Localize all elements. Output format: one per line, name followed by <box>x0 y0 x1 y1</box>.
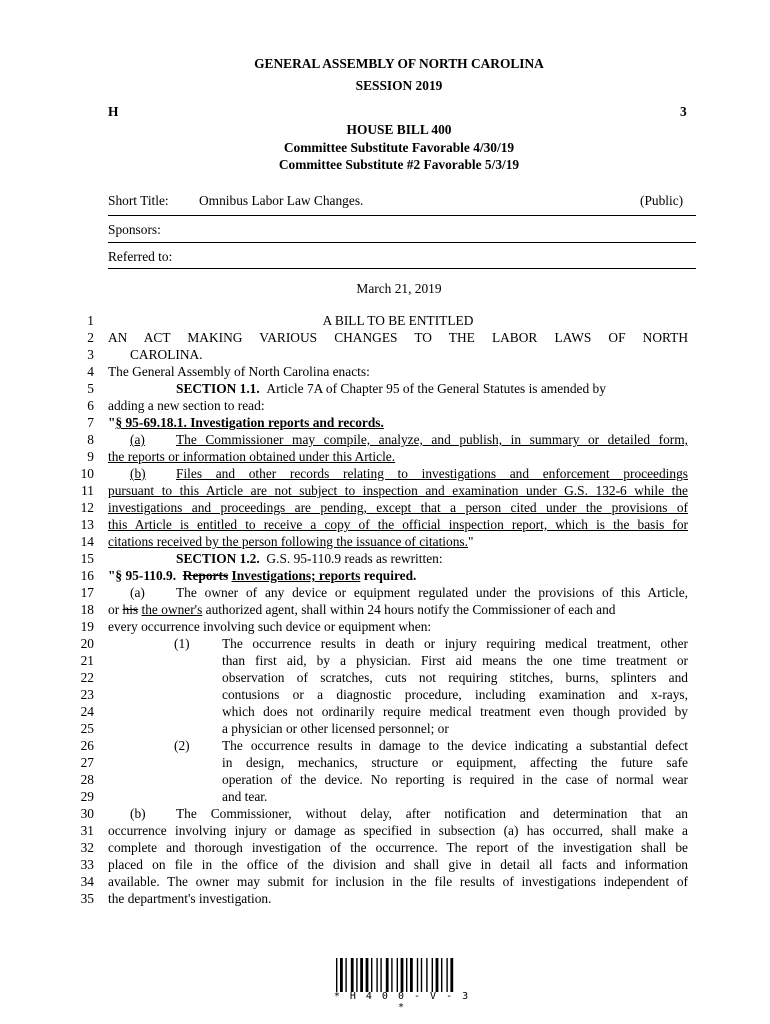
barcode-bar <box>351 958 354 992</box>
line-number: 34 <box>80 874 94 889</box>
line-number: 18 <box>80 602 94 617</box>
divider <box>108 242 696 243</box>
barcode-bar <box>436 958 439 992</box>
line-number: 20 <box>80 636 94 651</box>
text-line <box>108 499 688 516</box>
line-number: 1 <box>87 313 94 328</box>
line-number: 19 <box>80 619 94 634</box>
text-run: or <box>108 602 120 617</box>
barcode-bar <box>421 958 422 992</box>
text-run: Article 7A of Chapter 95 of the General Statutes is amended by <box>266 381 606 396</box>
text-line: than first aid, by a physician. First aid means the one time treatment or <box>222 653 688 668</box>
barcode-bar <box>345 958 346 992</box>
text-line: a physician or other licensed personnel; or <box>222 721 449 736</box>
deleted-text: his <box>122 602 139 617</box>
text-line: The General Assembly of North Carolina enacts: <box>108 364 370 379</box>
line-number: 35 <box>80 891 94 906</box>
divider <box>108 268 696 269</box>
bill-entitled-heading: A BILL TO BE ENTITLED <box>322 313 474 328</box>
line-number: 24 <box>80 704 94 719</box>
quote-mark: " <box>467 534 474 549</box>
line-number: 26 <box>80 738 94 753</box>
text-line: and tear. <box>222 789 268 804</box>
referred-label: Referred to: <box>108 249 173 264</box>
line-number: 13 <box>80 517 94 532</box>
quote-mark: " <box>108 415 116 430</box>
line-number: 32 <box>80 840 94 855</box>
barcode-bar <box>366 958 369 992</box>
list-marker: (1) <box>174 636 190 651</box>
line-number: 22 <box>80 670 94 685</box>
text-line: observation of scratches, cuts not requiring stitches, burns, splinters and <box>222 670 688 685</box>
barcode-bar <box>446 958 447 992</box>
text-line: The owner of any device or equipment regulated under the provisions of this Article, <box>176 585 688 600</box>
line-number: 14 <box>80 534 94 549</box>
text-line <box>176 431 688 448</box>
text-line: (b) <box>130 806 146 821</box>
text-line: adding a new section to read: <box>108 398 265 413</box>
text-line: complete and thorough investigation of the occurrence. The report of the investigation shall be <box>108 840 688 855</box>
line-number: 21 <box>80 653 94 668</box>
date: March 21, 2019 <box>356 281 442 296</box>
line-number: 2 <box>87 330 94 345</box>
text-line <box>176 380 688 397</box>
line-number: 15 <box>80 551 94 566</box>
text-line: The occurrence results in damage to the device indicating a substantial defect <box>222 738 688 753</box>
line-number: 9 <box>87 449 94 464</box>
barcode-bar <box>360 958 363 992</box>
line-number: 7 <box>87 415 94 430</box>
text-line <box>176 465 688 482</box>
text-line <box>176 550 688 567</box>
inserted-text: (a) <box>130 432 145 447</box>
text-run: G.S. 95-110.9 reads as rewritten: <box>266 551 443 566</box>
version-number: 3 <box>680 104 687 119</box>
barcode-label: * H 4 0 0 - V - 3 * <box>333 991 471 1013</box>
barcode-bar <box>406 958 407 992</box>
public-label: (Public) <box>640 193 684 208</box>
sponsors-label: Sponsors: <box>108 222 161 237</box>
chamber-letter: H <box>108 104 119 119</box>
line-number: 12 <box>80 500 94 515</box>
barcode-bar <box>356 958 357 992</box>
text-line: in design, mechanics, structure or equipment, affecting the future safe <box>222 755 688 770</box>
list-marker: (2) <box>174 738 190 753</box>
line-number: 10 <box>80 466 94 481</box>
text-line: (a) <box>130 585 145 600</box>
text-line: every occurrence involving such device or equipment when: <box>108 619 432 634</box>
barcode-bar <box>371 958 372 992</box>
deleted-text: Reports <box>182 568 229 583</box>
inserted-text: the owner's <box>141 602 203 617</box>
line-number: 11 <box>81 483 94 498</box>
line-number: 25 <box>80 721 94 736</box>
barcode-bar <box>417 958 418 992</box>
text-line <box>108 533 688 550</box>
barcode-bar <box>432 958 433 992</box>
statute-number: "§ 95-110.9. <box>108 568 177 583</box>
text-line: available. The owner may submit for inclusion in the file results of investigations independent of <box>108 874 688 889</box>
line-number: 8 <box>87 432 94 447</box>
inserted-text: § 95-69.18.1. Investigation reports and records. <box>115 415 384 430</box>
inserted-text: citations received by the person following the issuance of citations. <box>108 534 468 549</box>
line-number: 17 <box>80 585 94 600</box>
text-line <box>108 601 688 618</box>
barcode-bar <box>410 958 413 992</box>
line-number: 27 <box>80 755 94 770</box>
committee-substitute-1: Committee Substitute Favorable 4/30/19 <box>283 140 515 155</box>
committee-substitute-2: Committee Substitute #2 Favorable 5/3/19 <box>278 157 520 172</box>
bill-title: HOUSE BILL 400 <box>346 122 452 137</box>
text-line: which does not ordinarily require medical treatment even though provided by <box>222 704 688 719</box>
barcode-bar <box>450 958 453 992</box>
text-line <box>108 448 688 465</box>
text-run: required. <box>363 568 417 583</box>
text-line <box>108 482 688 499</box>
line-number: 4 <box>87 364 94 379</box>
barcode-bar <box>376 958 377 992</box>
line-number: 6 <box>87 398 94 413</box>
text-line <box>108 567 688 584</box>
text-line: operation of the device. No reporting is required in the case of normal wear <box>222 772 688 787</box>
barcode-bar <box>426 958 427 992</box>
assembly-title: GENERAL ASSEMBLY OF NORTH CAROLINA <box>254 56 544 71</box>
line-number: 5 <box>87 381 94 396</box>
barcode-bar <box>340 958 343 992</box>
inserted-text: The Commissioner may compile, analyze, and publish, in summary or detailed form, <box>176 432 688 447</box>
text-line: placed on file in the office of the division and shall give in detail all facts and information <box>108 857 688 872</box>
inserted-text: pursuant to this Article are not subject to inspection and examination under G.S. 132-6 while the <box>108 483 688 498</box>
barcode-bar <box>380 958 381 992</box>
text-line: AN ACT MAKING VARIOUS CHANGES TO THE LABOR LAWS OF NORTH <box>108 330 688 345</box>
text-line: occurrence involving injury or damage as specified in subsection (a) has occurred, shall make a <box>108 823 688 838</box>
text-line: the department's investigation. <box>108 891 272 906</box>
short-title-value: Omnibus Labor Law Changes. <box>199 193 364 208</box>
line-number: 28 <box>80 772 94 787</box>
session-title: SESSION 2019 <box>355 78 443 93</box>
text-run: authorized agent, shall within 24 hours notify the Commissioner of each and <box>205 602 616 617</box>
section-heading: SECTION 1.2. <box>176 551 260 566</box>
inserted-text: investigations and proceedings are pending, except that a person cited under the provisions of <box>108 500 688 515</box>
barcode-bar <box>441 958 442 992</box>
barcode-bar <box>336 958 337 992</box>
line-number: 29 <box>80 789 94 804</box>
line-number: 16 <box>80 568 94 583</box>
line-number: 33 <box>80 857 94 872</box>
text-line: The occurrence results in death or injury requiring medical treatment, other <box>222 636 688 651</box>
inserted-text: (b) <box>130 466 146 481</box>
inserted-text: the reports or information obtained under this Article. <box>108 449 396 464</box>
barcode <box>336 958 468 992</box>
barcode-bar <box>386 958 389 992</box>
barcode-bar <box>401 958 404 992</box>
text-line: The Commissioner, without delay, after notification and determination that an <box>176 806 688 821</box>
line-number: 30 <box>80 806 94 821</box>
text-line: contusions or a diagnostic procedure, including examination and x-rays, <box>222 687 688 702</box>
barcode-bar <box>397 958 398 992</box>
inserted-text: Files and other records relating to investigations and enforcement proceedings <box>176 466 688 481</box>
text-line <box>108 414 688 431</box>
line-number: 3 <box>87 347 94 362</box>
text-line: CAROLINA. <box>130 347 203 362</box>
barcode-bar <box>391 958 392 992</box>
line-number: 23 <box>80 687 94 702</box>
section-heading: SECTION 1.1. <box>176 381 260 396</box>
line-number: 31 <box>80 823 94 838</box>
text-line <box>108 516 688 533</box>
inserted-text: Investigations; reports <box>231 568 361 583</box>
short-title-label: Short Title: <box>108 193 169 208</box>
inserted-text: this Article is entitled to receive a copy of the official inspection report, which is the basis for <box>108 517 688 532</box>
divider <box>108 215 696 216</box>
